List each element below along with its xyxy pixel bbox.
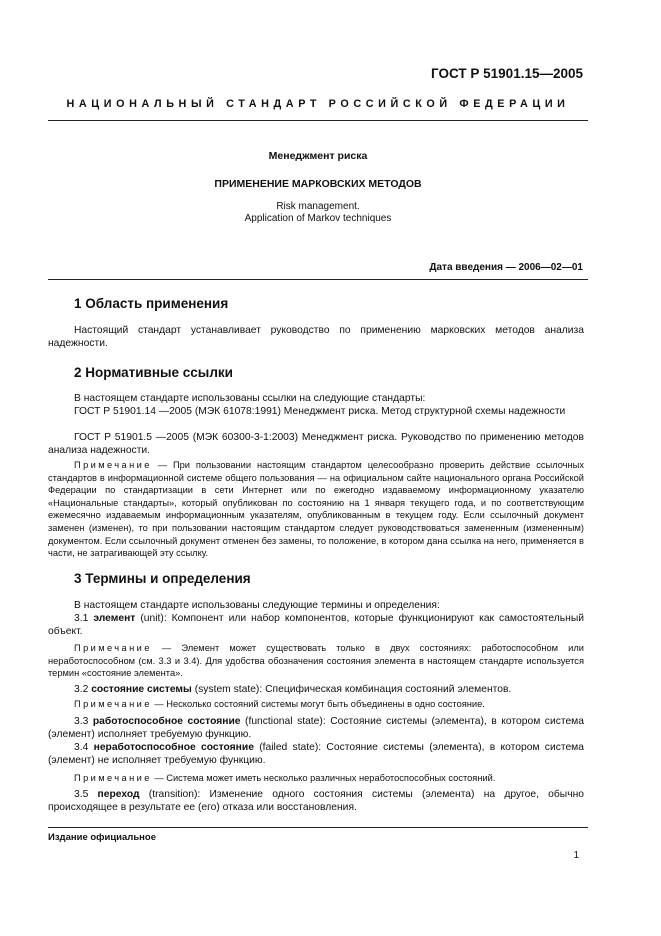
term-name: переход [97, 789, 140, 800]
footer-rule [48, 827, 588, 828]
term-definition: (failed state): Состояние системы (элемента), в котором система (элемент) не исполняет требуемую функцию. [48, 742, 584, 766]
header-rule [48, 120, 588, 121]
term-3-5 [48, 789, 584, 814]
term-definition: (unit): Компонент или набор компонентов, которые функционируют как самостоятельный объект. [48, 613, 584, 637]
title-main-en: Application of Markov techniques [244, 213, 392, 224]
section-2-heading: 2 Нормативные ссылки [74, 365, 233, 380]
term-definition: (system state): Специфическая комбинация состояний элементов. [191, 684, 512, 695]
term-3-3 [48, 716, 584, 741]
section-3-paragraph-1 [48, 600, 584, 613]
national-standard-banner: НАЦИОНАЛЬНЫЙ СТАНДАРТ РОССИЙСКОЙ ФЕДЕРАЦИИ [66, 98, 570, 110]
section-2-paragraph-3 [48, 432, 584, 457]
section-2-text-1: В настоящем стандарте использованы ссылки на следующие стандарты: [74, 393, 426, 404]
official-edition-label: Издание официальное [48, 832, 156, 843]
note-text: — При пользовании настоящим стандартом целесообразно проверить действие ссылочных стандартов в информационной системе общего пользования — на официальном сайте национального органа Российской Федерации по стандартизации в сети Интернет или по ежегодно издаваемому информационному указателю «Национальные стандарты», который опубликован по состоянию на 1 января текущего года, и по соответствующим ежемесячно издаваемым информационным указателям, опубликованным в текущем году. Если ссылочный документ заменен (изменен), то при пользовании настоящим стандартом следует руководствоваться замененным (измененным) документом. Если ссылочный документ отменен без замены, то положение, в котором дана ссылка на него, применяется в части, не затрагивающей эту ссылку. [48, 460, 584, 559]
term-3-1 [48, 613, 584, 638]
term-3-2-note [48, 698, 584, 711]
term-number: 3.4 [74, 742, 94, 753]
title-rule [48, 279, 588, 280]
note-text: — Несколько состояний системы могут быть объединены в одно состояние. [151, 699, 485, 709]
note-label: Примечание [74, 460, 152, 470]
term-3-2 [48, 684, 584, 697]
section-2-paragraph-1 [48, 393, 584, 406]
section-2-text-2: ГОСТ Р 51901.14 —2005 (МЭК 61078:1991) Менеджмент риска. Метод структурной схемы надежности [74, 406, 566, 417]
note-label: Примечание [74, 699, 152, 709]
section-1-heading: 1 Область применения [74, 296, 229, 311]
term-3-4-note [48, 772, 584, 785]
section-3-heading: 3 Термины и определения [74, 571, 251, 586]
term-number: 3.1 [74, 613, 94, 624]
term-number: 3.2 [74, 684, 92, 695]
term-number: 3.3 [74, 716, 93, 727]
title-series-ru: Менеджмент риска [268, 150, 368, 162]
term-3-4 [48, 742, 584, 767]
section-2-text-3: ГОСТ Р 51901.5 —2005 (МЭК 60300-3-1:2003) Менеджмент риска. Руководство по применению методов анализа надежности. [48, 432, 584, 456]
note-text: — Система может иметь несколько различных неработоспособных состояний. [151, 773, 496, 783]
note-label: Примечание [74, 643, 152, 653]
introduction-date: Дата введения — 2006—02—01 [429, 262, 583, 273]
section-2-note [48, 459, 584, 560]
section-3-text-1: В настоящем стандарте использованы следующие термины и определения: [74, 600, 440, 611]
section-1-paragraph [48, 325, 584, 350]
term-definition: (functional state): Состояние системы (элемента), в котором система (элемент) исполняет требуемую функцию. [48, 716, 584, 740]
term-name: неработоспособное состояние [93, 742, 254, 753]
section-1-text: Настоящий стандарт устанавливает руководство по применению марковских методов анализа надежности. [48, 325, 584, 349]
title-main-ru: ПРИМЕНЕНИЕ МАРКОВСКИХ МЕТОДОВ [214, 178, 422, 190]
term-name: элемент [93, 613, 136, 624]
note-text: — Элемент может существовать только в двух состояниях: работоспособном или неработоспособном (см. 3.3 и 3.4). Для удобства обозначения состояния элемента в настоящем стандарте используется термин «состояние элемента». [48, 643, 584, 679]
note-label: Примечание [74, 773, 152, 783]
term-number: 3.5 [74, 789, 98, 800]
term-name: состояние системы [91, 684, 192, 695]
title-series-en: Risk management. [276, 201, 360, 212]
standard-number: ГОСТ Р 51901.15—2005 [431, 66, 583, 81]
term-3-1-note [48, 642, 584, 680]
term-name: работоспособное состояние [92, 716, 241, 727]
page-number: 1 [573, 850, 579, 861]
term-definition: (transition): Изменение одного состояния системы (элемента) на другое, обычно происходящее в результате ее (его) отказа или восстановления. [48, 789, 584, 813]
section-2-paragraph-2 [48, 406, 584, 419]
